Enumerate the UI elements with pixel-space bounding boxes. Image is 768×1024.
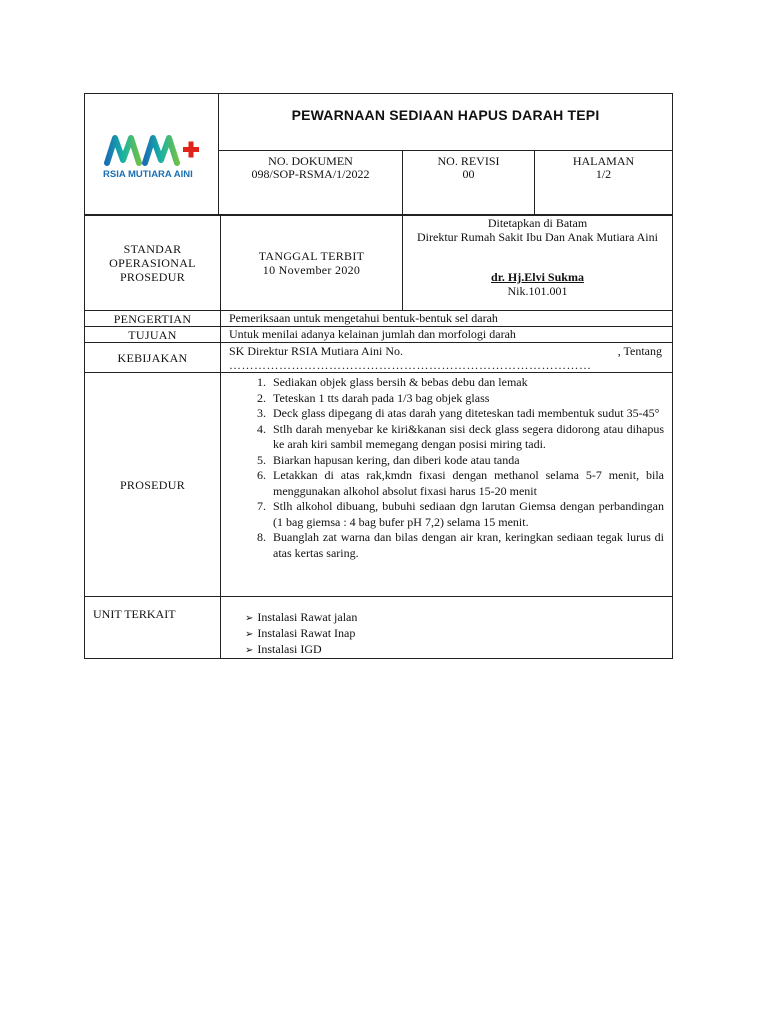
arrow-bullet-icon: ➢ (245, 613, 254, 624)
step-text: Letakkan di atas rak,kmdn fixasi dengan methanol selama 5-7 menit, bila menggunakan alkohol absolut fixasi harus 15-20 menit (273, 468, 664, 498)
direktur-text: Direktur Rumah Sakit Ibu Dan Anak Mutiara Aini (417, 230, 658, 244)
arrow-bullet-icon: ➢ (245, 629, 254, 640)
step-text: Sediakan objek glass bersih & bebas debu dan lemak (273, 375, 528, 389)
title-cell (219, 94, 673, 151)
prosedur-step (221, 499, 664, 530)
halaman-label: HALAMAN (572, 154, 635, 168)
step-number: 2. (257, 390, 266, 405)
sop-type-line1: STANDAR (123, 242, 182, 256)
prosedur-step (221, 468, 664, 499)
header-table (84, 93, 673, 215)
step-text: Biarkan hapusan kering, dan diberi kode atau tanda (273, 452, 520, 467)
sop-type-line2: OPERASIONAL (109, 256, 196, 270)
arrow-bullet-icon: ➢ (245, 645, 254, 656)
tujuan-value: Untuk menilai adanya kelainan jumlah dan morfologi darah (221, 327, 673, 343)
step-text: Stlh darah menyebar ke kiri&kanan sisi deck glass segera didorong atau dihapus ke arah kiri sambil memegang dengan posisi miring tadi. (273, 421, 664, 451)
unit-terkait-cell (221, 597, 673, 659)
halaman-cell (535, 151, 673, 215)
prosedur-label: PROSEDUR (85, 373, 221, 597)
prosedur-step (221, 453, 664, 469)
kebijakan-label: KEBIJAKAN (85, 343, 221, 373)
sop-type-line3: PROSEDUR (119, 270, 186, 284)
tanggal-terbit-cell (221, 216, 403, 311)
kebijakan-text: SK Direktur RSIA Mutiara Aini No. (229, 344, 403, 358)
pengesahan-cell (403, 216, 673, 311)
logo-text: RSIA MUTIARA AINI (103, 169, 193, 180)
tanggal-terbit-label: TANGGAL TERBIT (258, 249, 365, 263)
unit-name: Instalasi Rawat Inap (257, 626, 356, 640)
signer-nik: Nik.101.001 (507, 284, 568, 298)
prosedur-step (221, 375, 664, 391)
prosedur-steps-list (221, 375, 672, 561)
step-number: 1. (257, 375, 266, 389)
kebijakan-dots: …………………………………………………………………………… (229, 358, 592, 372)
prosedur-step (221, 530, 664, 561)
unit-item (245, 642, 672, 658)
signer-name: dr. Hj.Elvi Sukma (491, 270, 584, 284)
step-text: Buanglah zat warna dan bilas dengan air kran, keringkan sediaan tegak lurus di atas kertas saring. (273, 530, 664, 560)
step-number: 5. (257, 452, 266, 467)
rsia-mutiara-aini-logo (103, 130, 207, 186)
step-number: 3. (257, 406, 266, 420)
unit-terkait-label: UNIT TERKAIT (85, 597, 221, 659)
no-revisi-value: 00 (462, 167, 475, 181)
sop-table (84, 215, 673, 659)
unit-item (245, 626, 672, 642)
ditetapkan-text: Ditetapkan di Batam (487, 216, 588, 230)
pengertian-label: PENGERTIAN (85, 311, 221, 327)
step-text: Stlh alkohol dibuang, bubuhi sediaan dgn larutan Giemsa dengan perbandingan (1 bag giemsa : 4 bag bufer pH 7,2) selama 15 menit. (273, 499, 664, 529)
halaman-value: 1/2 (595, 167, 612, 181)
prosedur-step (221, 406, 664, 422)
no-revisi-cell (403, 151, 535, 215)
kebijakan-tentang: , Tentang (617, 344, 662, 358)
kebijakan-cell (221, 343, 673, 373)
unit-terkait-list (221, 610, 672, 658)
document-title: PEWARNAAN SEDIAAN HAPUS DARAH TEPI (291, 107, 600, 123)
tanggal-terbit-value: 10 November 2020 (262, 263, 361, 277)
prosedur-step (221, 422, 664, 453)
step-number: 6. (257, 468, 266, 482)
logo-cell (85, 94, 219, 215)
prosedur-step (221, 391, 664, 407)
step-text: Teteskan 1 tts darah pada 1/3 bag objek glass (273, 390, 490, 405)
unit-name: Instalasi IGD (257, 642, 322, 656)
no-dokumen-label: NO. DOKUMEN (268, 154, 353, 168)
no-dokumen-value: 098/SOP-RSMA/1/2022 (251, 167, 370, 181)
unit-item (245, 610, 672, 626)
step-text: Deck glass dipegang di atas darah yang diteteskan tadi membentuk sudut 35-45° (273, 406, 660, 420)
step-number: 7. (257, 499, 266, 513)
step-number: 4. (257, 421, 266, 436)
no-revisi-label: NO. REVISI (437, 154, 500, 168)
unit-name: Instalasi Rawat jalan (257, 610, 358, 624)
no-dokumen-cell (219, 151, 403, 215)
sop-type-cell (85, 216, 221, 311)
prosedur-cell (221, 373, 673, 597)
tujuan-label: TUJUAN (85, 327, 221, 343)
pengertian-value: Pemeriksaan untuk mengetahui bentuk-bentuk sel darah (221, 311, 673, 327)
step-number: 8. (257, 530, 266, 544)
